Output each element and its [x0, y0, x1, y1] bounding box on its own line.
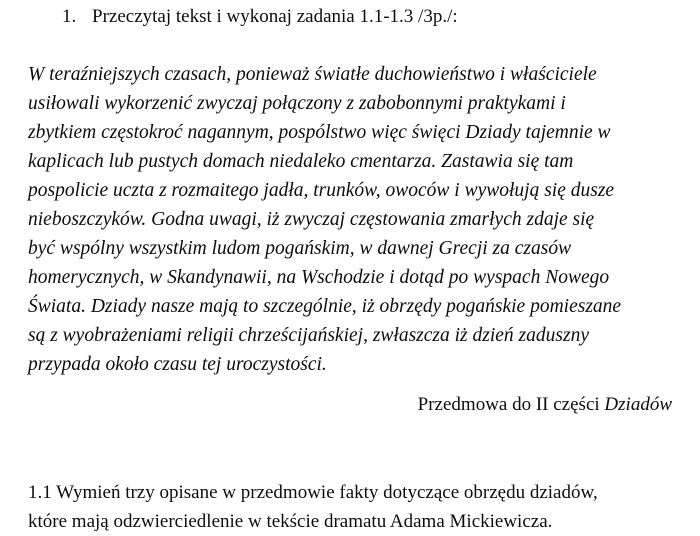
task-instruction: Przeczytaj tekst i wykonaj zadania 1.1-1.3 /3p./: — [92, 6, 458, 27]
excerpt-line: usiłowali wykorzenić zwyczaj połączony z zabobonnymi praktykami i — [28, 93, 566, 114]
excerpt-line: nieboszczyków. Godna uwagi, iż zwyczaj częstowania zmarłych zdaje się — [28, 209, 595, 230]
excerpt-passage — [28, 60, 680, 379]
excerpt-line: homerycznych, w Skandynawii, na Wschodzie i dotąd po wyspach Nowego — [28, 267, 610, 288]
question-1-1 — [28, 478, 680, 536]
excerpt-line: pospolicie uczta z rozmaitego jadła, trunków, owoców i wywołują się dusze — [28, 180, 615, 201]
source-attribution — [28, 392, 672, 418]
excerpt-line: przypada około czasu tej uroczystości. — [28, 354, 327, 375]
excerpt-line: W teraźniejszych czasach, ponieważ światłe duchowieństwo i właściciele — [28, 64, 597, 85]
task-heading — [62, 4, 682, 30]
attribution-work-title: Dziadów — [604, 394, 672, 415]
excerpt-line: są z wyobrażeniami religii chrześcijańskiej, zwłaszcza iż dzień zaduszny — [28, 325, 589, 346]
excerpt-line: zbytkiem częstokroć nagannym, pospólstwo więc święci Dziady tajemnie w — [28, 122, 611, 143]
question-line: 1.1 Wymień trzy opisane w przedmowie fakty dotyczące obrzędu dziadów, — [28, 482, 598, 503]
excerpt-line: Świata. Dziady nasze mają to szczególnie, iż obrzędy pogańskie pomieszane — [28, 296, 622, 317]
excerpt-line: kaplicach lub pustych domach niedaleko cmentarza. Zastawia się tam — [28, 151, 574, 172]
attribution-prefix: Przedmowa do II części — [417, 394, 605, 415]
task-number: 1. — [62, 6, 77, 27]
question-line: które mają odzwierciedlenie w tekście dramatu Adama Mickiewicza. — [28, 511, 553, 532]
excerpt-line: być wspólny wszystkim ludom pogańskim, w dawnej Grecji za czasów — [28, 238, 572, 259]
